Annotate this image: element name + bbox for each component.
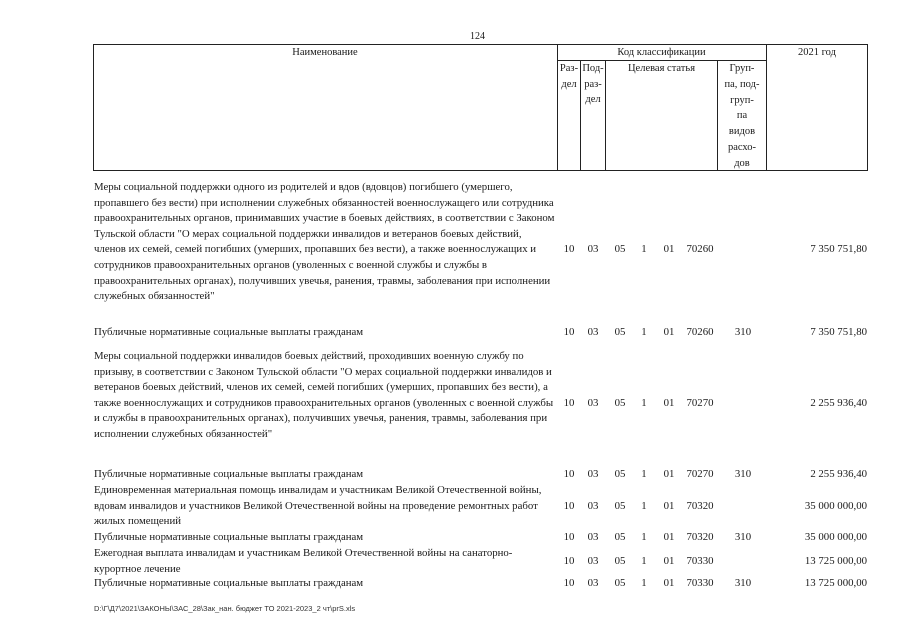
row-program: 05 — [614, 555, 626, 567]
row-name: Меры социальной поддержки одного из родителей и вдов (вдовцов) погибшего (умершего, пропавшего без вести) при исполнении служебных обязанностей военнослужащего или сотрудника правоохранительных органов, принимавших участие в боевых действиях, в соответствии с Законом Тульской области "О мерах социальной поддержки инвалидов и ветеранов боевых действий, членов их семей, семей погибших (умерших, пропавших без вести), а также военнослужащих и сотрудников правоохранительных органов (уволенных с военной службы и службы в правоохранительных органах), получивших увечья, ранения, травмы, заболевания при исполнении служебных обязанностей" — [94, 181, 555, 303]
row-program: 05 — [614, 577, 626, 589]
header-year: 2021 год — [798, 47, 836, 58]
row-program: 05 — [614, 500, 626, 512]
row-podrazdel: 03 — [587, 397, 599, 409]
row-direction: 70270 — [686, 468, 714, 480]
row-razdel: 10 — [563, 555, 575, 567]
header-divider — [605, 60, 606, 171]
row-program: 05 — [614, 243, 626, 255]
row-event: 01 — [663, 577, 675, 589]
row-subprogram: 1 — [641, 397, 647, 409]
row-name: Меры социальной поддержки инвалидов боевых действий, проходивших военную службу по призыву, в соответствии с Законом Тульской области "О мерах социальной поддержки инвалидов и ветеранов боевых действий, членов их семей, семей погибших (умерших, пропавших без вести), а также военнослужащих и сотрудников правоохранительных органов (уволенных с военной службы и службы в правоохранительных органах), получивших увечья, ранения, травмы, заболевания при исполнении служебных обязанностей" — [94, 350, 554, 440]
header-section: Раз- дел — [559, 63, 579, 90]
row-amount: 13 725 000,00 — [804, 555, 867, 567]
row-razdel: 10 — [563, 468, 575, 480]
row-group: 310 — [734, 531, 752, 543]
row-name: Публичные нормативные социальные выплаты гражданам — [94, 468, 364, 480]
row-name: Единовременная материальная помощь инвалидам и участникам Великой Отечественной войны, вдовам инвалидов и участников Великой Отечественной войны на проведение ремонтных работ жилых помещений — [94, 484, 542, 528]
row-event: 01 — [663, 326, 675, 338]
row-event: 01 — [663, 468, 675, 480]
row-podrazdel: 03 — [587, 468, 599, 480]
row-subprogram: 1 — [641, 243, 647, 255]
row-amount: 2 255 936,40 — [810, 468, 867, 480]
row-event: 01 — [663, 500, 675, 512]
row-razdel: 10 — [563, 326, 575, 338]
row-razdel: 10 — [563, 500, 575, 512]
row-direction: 70320 — [686, 531, 714, 543]
row-razdel: 10 — [563, 397, 575, 409]
row-podrazdel: 03 — [587, 243, 599, 255]
row-amount: 35 000 000,00 — [804, 500, 867, 512]
header-subsection: Под- раз- дел — [582, 63, 604, 105]
row-podrazdel: 03 — [587, 531, 599, 543]
row-podrazdel: 03 — [587, 326, 599, 338]
row-direction: 70260 — [686, 243, 714, 255]
row-subprogram: 1 — [641, 555, 647, 567]
row-name: Ежегодная выплата инвалидам и участникам Великой Отечественной войны на санаторно-курортное лечение — [94, 547, 513, 575]
row-group: 310 — [734, 468, 752, 480]
row-subprogram: 1 — [641, 577, 647, 589]
row-amount: 7 350 751,80 — [810, 326, 867, 338]
row-podrazdel: 03 — [587, 555, 599, 567]
row-direction: 70260 — [686, 326, 714, 338]
row-amount: 2 255 936,40 — [810, 397, 867, 409]
row-subprogram: 1 — [641, 326, 647, 338]
row-amount: 35 000 000,00 — [804, 531, 867, 543]
row-program: 05 — [614, 326, 626, 338]
row-amount: 13 725 000,00 — [804, 577, 867, 589]
row-podrazdel: 03 — [587, 500, 599, 512]
row-direction: 70330 — [686, 555, 714, 567]
row-razdel: 10 — [563, 531, 575, 543]
row-group: 310 — [734, 326, 752, 338]
row-name: Публичные нормативные социальные выплаты гражданам — [94, 577, 364, 589]
row-direction: 70270 — [686, 397, 714, 409]
header-classification: Код классификации — [617, 47, 706, 58]
row-program: 05 — [614, 468, 626, 480]
row-group: 310 — [734, 577, 752, 589]
row-razdel: 10 — [563, 243, 575, 255]
row-name: Публичные нормативные социальные выплаты гражданам — [94, 326, 364, 338]
row-program: 05 — [614, 531, 626, 543]
row-name: Публичные нормативные социальные выплаты гражданам — [94, 531, 364, 543]
page-number: 124 — [470, 31, 485, 42]
header-target-article: Целевая статья — [627, 63, 696, 74]
row-podrazdel: 03 — [587, 577, 599, 589]
row-program: 05 — [614, 397, 626, 409]
header-expense-group: Груп- па, под- груп- па видов расхо- дов — [724, 63, 760, 169]
row-subprogram: 1 — [641, 531, 647, 543]
row-event: 01 — [663, 555, 675, 567]
header-divider — [766, 44, 767, 171]
row-subprogram: 1 — [641, 500, 647, 512]
row-event: 01 — [663, 243, 675, 255]
row-event: 01 — [663, 397, 675, 409]
file-path-footer: D:\Г\Д7\2021\ЗАКОНЫ\ЗАС_28\Зак_нан. бюджет ТО 2021-2023_2 чт\prS.xls — [94, 604, 356, 613]
row-subprogram: 1 — [641, 468, 647, 480]
row-direction: 70320 — [686, 500, 714, 512]
row-direction: 70330 — [686, 577, 714, 589]
row-event: 01 — [663, 531, 675, 543]
header-name: Наименование — [292, 47, 358, 58]
row-razdel: 10 — [563, 577, 575, 589]
row-amount: 7 350 751,80 — [810, 243, 867, 255]
